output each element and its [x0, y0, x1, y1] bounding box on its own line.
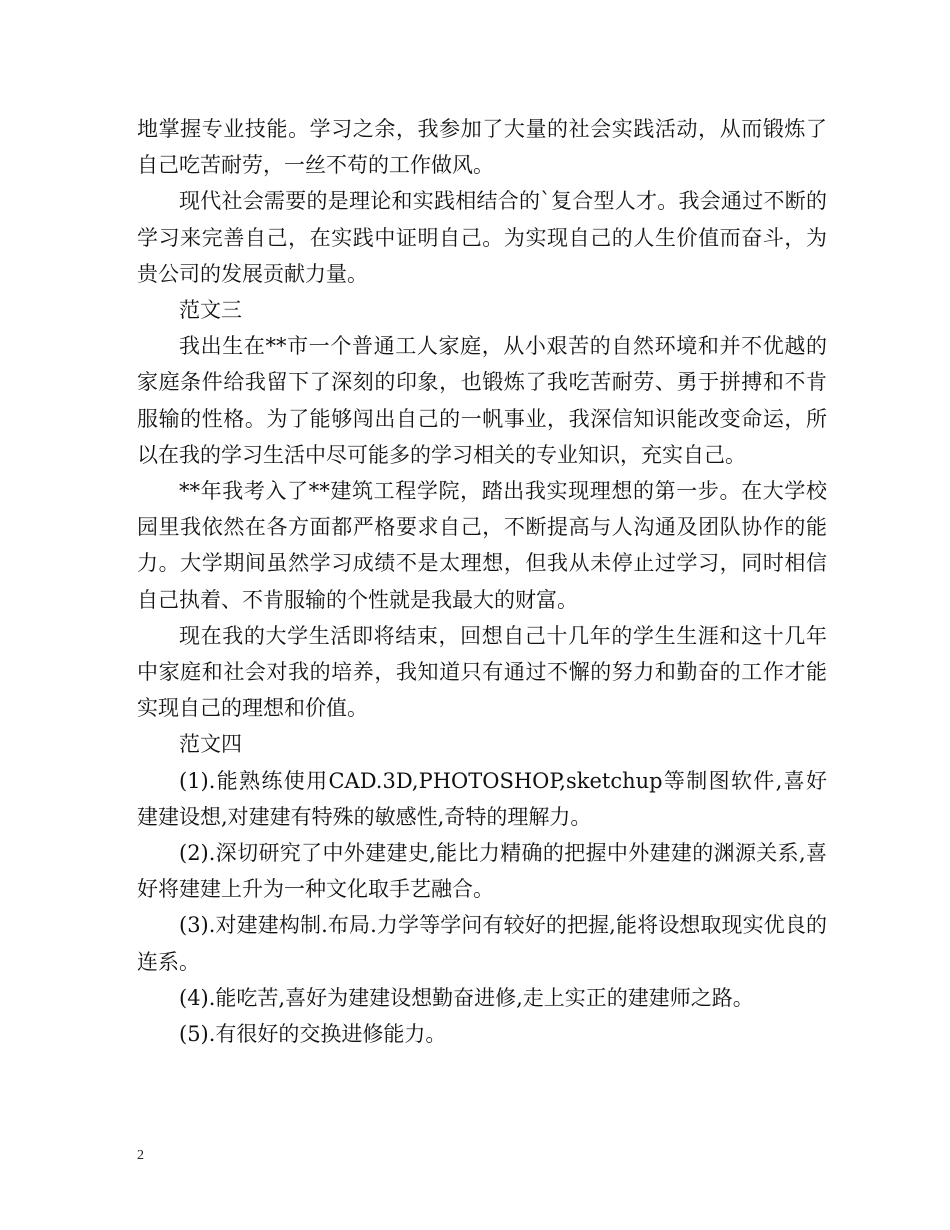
list-item-skill-3: (3).对建建构制.布局.力学等学问有较好的把握,能将设想取现实优良的连系。	[137, 913, 827, 974]
list-item-skill-2: (2).深切研究了中外建建史,能比力精确的把握中外建建的渊源关系,喜好将建建上升为一种文化取手艺融合。	[137, 841, 827, 902]
list-item-skill-4: (4).能吃苦,喜好为建建设想勤奋进修,走上实正的建建师之路。	[179, 985, 754, 1010]
list-item-skill-5: (5).有很好的交换进修能力。	[179, 1022, 447, 1047]
paragraph-continuation: 地掌握专业技能。学习之余，我参加了大量的社会实践活动，从而锻炼了自己吃苦耐劳，一丝不苟的工作做风。	[137, 117, 827, 178]
section-heading-sample-four: 范文四	[179, 732, 242, 757]
paragraph-birth-background: 我出生在**市一个普通工人家庭，从小艰苦的自然环境和并不优越的家庭条件给我留下了深刻的印象，也锻炼了我吃苦耐劳、勇于拼搏和不肯服输的性格。为了能够闯出自己的一帆事业，我深信知识能改变命运，所以在我的学习生活中尽可能多的学习相关的专业知识，充实自己。	[137, 334, 827, 467]
document-body	[137, 111, 827, 1052]
paragraph-university: **年我考入了**建筑工程学院，踏出我实现理想的第一步。在大学校园里我依然在各方面都严格要求自己，不断提高与人沟通及团队协作的能力。大学期间虽然学习成绩不是太理想，但我从未停止过学习，同时相信自己执着、不肯服输的个性就是我最大的财富。	[137, 479, 827, 612]
paragraph-modern-society: 现代社会需要的是理论和实践相结合的`复合型人才。我会通过不断的学习来完善自己，在实践中证明自己。为实现自己的人生价值而奋斗，为贵公司的发展贡献力量。	[137, 189, 827, 286]
page-number: 2	[137, 1148, 144, 1163]
paragraph-graduation: 现在我的大学生活即将结束，回想自己十几年的学生生涯和这十几年中家庭和社会对我的培养，我知道只有通过不懈的努力和勤奋的工作才能实现自己的理想和价值。	[137, 623, 827, 721]
section-heading-sample-three: 范文三	[179, 298, 242, 323]
list-item-skill-1: (1).能熟练使用CAD.3D,PHOTOSHOP,sketchup等制图软件,喜好建建设想,对建建有特殊的敏感性,奇特的理解力。	[137, 768, 827, 829]
